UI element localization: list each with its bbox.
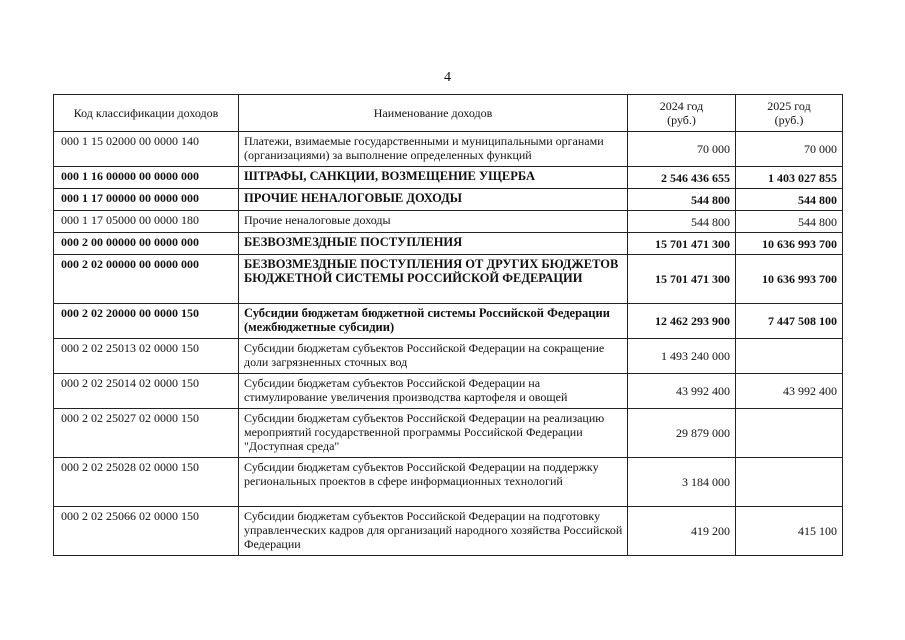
row-code: 000 2 02 25014 02 0000 150: [54, 374, 239, 409]
row-name: Субсидии бюджетам субъектов Российской Федерации на поддержку региональных проектов в сфере информационных технологий: [239, 458, 628, 507]
table-row: [54, 409, 843, 458]
table-row: [54, 304, 843, 339]
row-name: ПРОЧИЕ НЕНАЛОГОВЫЕ ДОХОДЫ: [239, 189, 628, 211]
row-2024: 1 493 240 000: [628, 339, 736, 374]
row-code: 000 2 02 25066 02 0000 150: [54, 507, 239, 556]
row-2024: 2 546 436 655: [628, 167, 736, 189]
row-2025: 415 100: [736, 507, 843, 556]
table-row: [54, 189, 843, 211]
row-code: 000 2 02 20000 00 0000 150: [54, 304, 239, 339]
row-2024: 29 879 000: [628, 409, 736, 458]
table-header-row: [54, 95, 843, 132]
header-code: Код классификации доходов: [54, 95, 239, 132]
row-2025: 43 992 400: [736, 374, 843, 409]
row-name: Субсидии бюджетам субъектов Российской Федерации на подготовку управленческих кадров для организаций народного хозяйства Российской Федерации: [239, 507, 628, 556]
row-2025: 70 000: [736, 132, 843, 167]
row-2025: [736, 339, 843, 374]
row-code: 000 2 02 00000 00 0000 000: [54, 255, 239, 304]
row-2025: 544 800: [736, 211, 843, 233]
row-2025: 544 800: [736, 189, 843, 211]
row-2025: 7 447 508 100: [736, 304, 843, 339]
table-row: [54, 211, 843, 233]
row-2025: 1 403 027 855: [736, 167, 843, 189]
row-2024: 544 800: [628, 189, 736, 211]
row-name: Платежи, взимаемые государственными и муниципальными органами (организациями) за выполнение определенных функций: [239, 132, 628, 167]
row-name: ШТРАФЫ, САНКЦИИ, ВОЗМЕЩЕНИЕ УЩЕРБА: [239, 167, 628, 189]
table-row: [54, 233, 843, 255]
row-code: 000 1 16 00000 00 0000 000: [54, 167, 239, 189]
row-code: 000 1 17 00000 00 0000 000: [54, 189, 239, 211]
row-2025: [736, 458, 843, 507]
row-2024: 15 701 471 300: [628, 233, 736, 255]
table-row: [54, 458, 843, 507]
table-row: [54, 339, 843, 374]
row-code: 000 1 15 02000 00 0000 140: [54, 132, 239, 167]
row-2024: 3 184 000: [628, 458, 736, 507]
row-2024: 43 992 400: [628, 374, 736, 409]
header-2025: 2025 год (руб.): [736, 95, 843, 132]
header-name: Наименование доходов: [239, 95, 628, 132]
table-row: [54, 507, 843, 556]
table-row: [54, 132, 843, 167]
row-name: Прочие неналоговые доходы: [239, 211, 628, 233]
table-row: [54, 374, 843, 409]
row-2024: 70 000: [628, 132, 736, 167]
row-2024: 12 462 293 900: [628, 304, 736, 339]
row-name: БЕЗВОЗМЕЗДНЫЕ ПОСТУПЛЕНИЯ: [239, 233, 628, 255]
row-code: 000 2 02 25027 02 0000 150: [54, 409, 239, 458]
header-2024: 2024 год (руб.): [628, 95, 736, 132]
row-code: 000 2 00 00000 00 0000 000: [54, 233, 239, 255]
row-2025: [736, 409, 843, 458]
table-row: [54, 255, 843, 304]
row-name: БЕЗВОЗМЕЗДНЫЕ ПОСТУПЛЕНИЯ ОТ ДРУГИХ БЮДЖЕТОВ БЮДЖЕТНОЙ СИСТЕМЫ РОССИЙСКОЙ ФЕДЕРАЦИИ: [239, 255, 628, 304]
row-2024: 544 800: [628, 211, 736, 233]
row-name: Субсидии бюджетам субъектов Российской Федерации на стимулирование увеличения производства картофеля и овощей: [239, 374, 628, 409]
income-table: [53, 94, 843, 556]
page-number: 4: [444, 70, 451, 85]
row-code: 000 2 02 25028 02 0000 150: [54, 458, 239, 507]
row-2024: 15 701 471 300: [628, 255, 736, 304]
row-2025: 10 636 993 700: [736, 233, 843, 255]
row-code: 000 1 17 05000 00 0000 180: [54, 211, 239, 233]
table-row: [54, 167, 843, 189]
row-2025: 10 636 993 700: [736, 255, 843, 304]
row-2024: 419 200: [628, 507, 736, 556]
row-name: Субсидии бюджетам субъектов Российской Федерации на сокращение доли загрязненных сточных вод: [239, 339, 628, 374]
row-name: Субсидии бюджетам бюджетной системы Российской Федерации (межбюджетные субсидии): [239, 304, 628, 339]
row-name: Субсидии бюджетам субъектов Российской Федерации на реализацию мероприятий государственной программы Российской Федерации "Доступная среда": [239, 409, 628, 458]
row-code: 000 2 02 25013 02 0000 150: [54, 339, 239, 374]
